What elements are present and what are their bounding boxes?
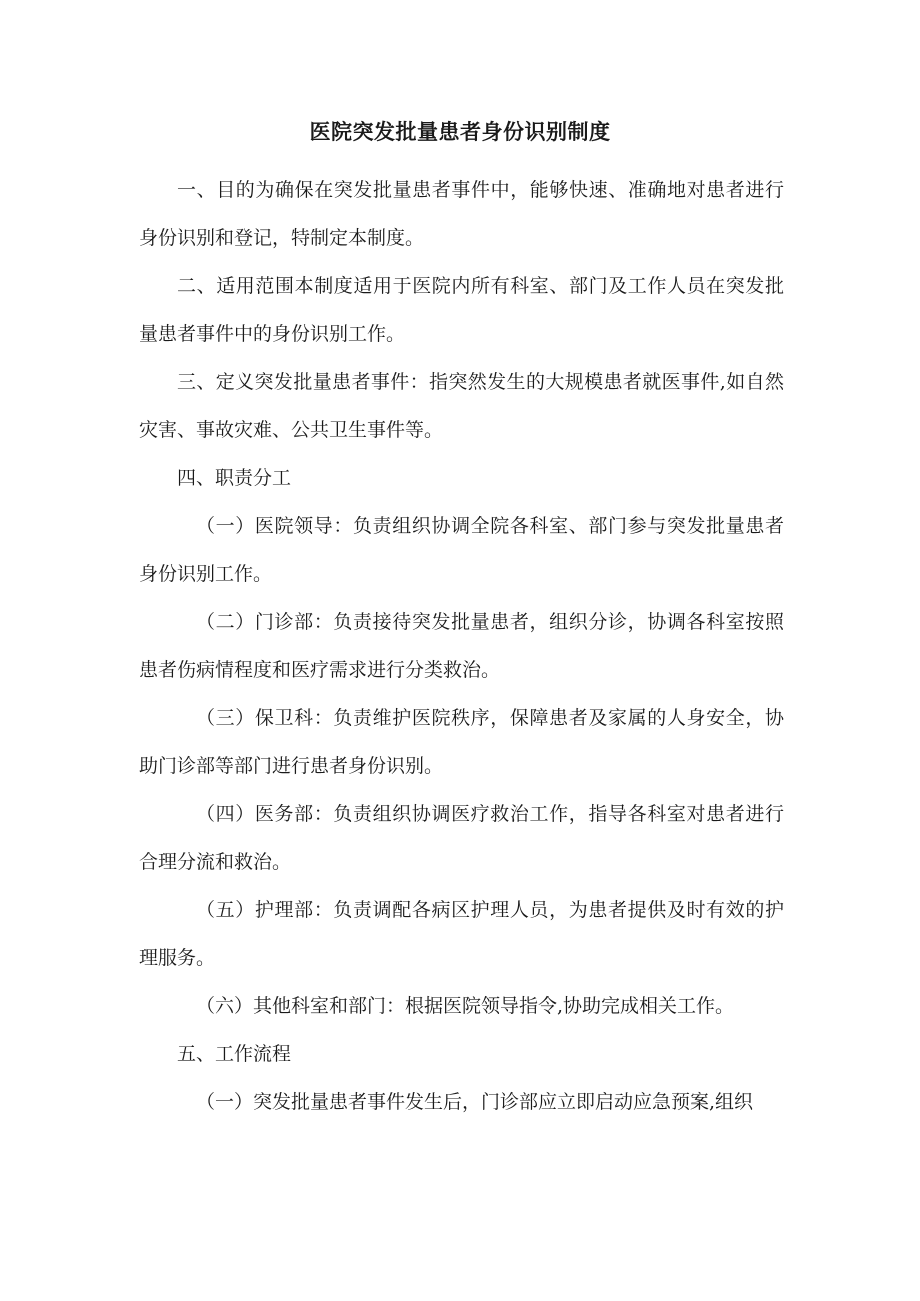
paragraph-nursing-dept: （五）护理部：负责调配各病区护理人员，为患者提供及时有效的护理服务。 <box>139 899 784 969</box>
section-heading-responsibilities: 四、职责分工 <box>177 467 292 489</box>
paragraph-hospital-leadership: （一）医院领导：负责组织协调全院各科室、部门参与突发批量患者身份识别工作。 <box>139 515 784 585</box>
paragraph-other-depts: （六）其他科室和部门：根据医院领导指令,协助完成相关工作。 <box>196 995 735 1017</box>
paragraph-security-dept: （三）保卫科：负责维护医院秩序，保障患者及家属的人身安全，协助门诊部等部门进行患者身份识别。 <box>139 707 784 777</box>
paragraph-definition: 三、定义突发批量患者事件：指突然发生的大规模患者就医事件,如自然灾害、事故灾难、公共卫生事件等。 <box>139 371 784 441</box>
paragraph-workflow-step-1: （一）突发批量患者事件发生后，门诊部应立即启动应急预案,组织 <box>196 1091 754 1113</box>
paragraph-scope: 二、适用范围本制度适用于医院内所有科室、部门及工作人员在突发批量患者事件中的身份识别工作。 <box>139 275 784 345</box>
paragraph-medical-affairs: （四）医务部：负责组织协调医疗救治工作，指导各科室对患者进行合理分流和救治。 <box>139 803 784 873</box>
section-heading-workflow: 五、工作流程 <box>177 1043 292 1065</box>
paragraph-purpose: 一、目的为确保在突发批量患者事件中，能够快速、准确地对患者进行身份识别和登记，特制定本制度。 <box>139 179 784 249</box>
document-title: 医院突发批量患者身份识别制度 <box>309 120 611 144</box>
paragraph-outpatient-dept: （二）门诊部：负责接待突发批量患者，组织分诊，协调各科室按照患者伤病情程度和医疗需求进行分类救治。 <box>139 611 784 681</box>
document-body <box>139 166 784 1126</box>
